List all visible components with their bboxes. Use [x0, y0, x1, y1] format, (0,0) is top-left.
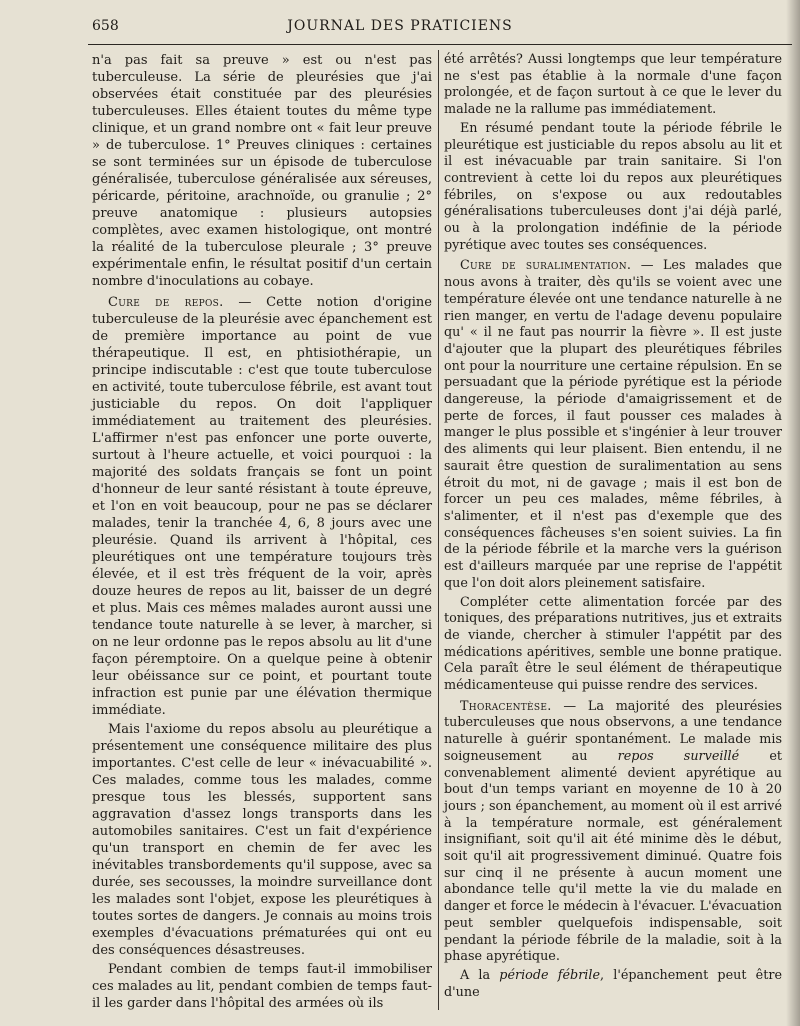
paragraph-text: Compléter cette alimentation forcée par des toniques, des préparations nutritives, jus et extraits de viande, chercher à stimuler l'appétit par des médications apéritives, semble une bonne pratique. Cela paraît être le seul élément de thérapeutique médicamenteuse qui puisse rendre des services. — [444, 594, 782, 694]
section-heading: Cure de suralimentation. — [460, 258, 632, 274]
paragraph-text: et convenablement alimenté devient apyrétique au bout d'un temps variant en moyenne de 10 à 20 jours ; son épanchement, au moment où il est arrivé à la température normale, est généralement insignifiant, soit qu'il ait été minime dès le début, soit qu'il ait progressivement diminué. Quatre fois sur cinq il ne présente à aucun moment une abondance telle qu'il mette la vie du malade en danger et force le médecin à l'évacuer. L'évacuation peut sembler quelquefois indispensable, soit pendant la période fébrile de la maladie, soit à la phase apyrétique. — [444, 748, 782, 965]
section-heading: Thoracentèse. — [460, 698, 552, 714]
paragraph — [444, 968, 782, 1001]
italic-text: période fébrile — [499, 967, 600, 983]
page-header — [0, 10, 800, 40]
running-title: JOURNAL DES PRATICIENS — [287, 18, 513, 34]
paragraph-text: Mais l'axiome du repos absolu au pleurétique a présentement une conséquence militaire des plus importantes. C'est celle de leur « inévacuabilité ». Ces malades, comme tous les malades, comme presque tous les blessés, supportent sans aggravation d'assez longs transports dans les automobiles sanitaires. C'est un fait d'expérience qu'un transport en chemin de fer avec les inévitables transbordements qu'il suppose, avec sa durée, ses secousses, la moindre surveillance dont les malades sont l'objet, expose les pleurétiques à toutes sortes de dangers. Je connais au moins trois exemples d'évacuations prématurées qui ont eu des conséquences désastreuses. — [92, 722, 432, 958]
paragraph — [444, 52, 782, 119]
paragraph-text: n'a pas fait sa preuve » est ou n'est pas tuberculeuse. La série de pleurésies que j'ai observées était constituée par des pleurésies tuberculeuses. Elles étaient toutes du même type clinique, et un grand nombre ont « fait leur preuve » de tuberculose. 1° Preuves cliniques : certaines se sont terminées sur un épisode de tuberculose généralisée, tuberculose généralisée aux séreuses, péricarde, péritoine, arachnoïde, ou granulie ; 2° preuve anatomique : plusieurs autopsies complètes, avec examen histologique, ont montré la réalité de la tuberculose pleurale ; 3° preuve expérimentale enfin, le résultat positif d'un certain nombre d'inoculations au cobaye. — [92, 53, 432, 289]
paragraph — [444, 699, 782, 966]
paragraph-text: — Cette notion d'origine tuberculeuse de la pleurésie avec épanchement est de première importance au point de vue thérapeutique. Il est, en phtisiothérapie, un principe indiscutable : c'est que toute tuberculose en activité, toute tuberculose fébrile, est avant tout justiciable du repos. On doit l'appliquer immédiatement au traitement des pleurésies. L'affirmer n'est pas enfoncer une porte ouverte, surtout à l'heure actuelle, et voici pourquoi : la majorité des soldats français se font un point d'honneur de leur santé résistant à toute épreuve, et l'on en voit beaucoup, pour ne pas se déclarer malades, tenir la tranchée 4, 6, 8 jours avec une pleurésie. Quand ils arrivent à l'hôpital, ces pleurétiques ont une température toujours très élevée, et il est très fréquent de la voir, après douze heures de repos au lit, baisser de un degré et plus. Mais ces mêmes malades auront aussi une tendance toute naturelle à se lever, à marcher, si on ne leur ordonne pas le repos absolu au lit d'une façon péremptoire. On a quelque peine à obtenir leur obéissance sur ce point, et pourtant toute infraction est punie par une élévation thermique immédiate. — [92, 295, 432, 718]
paragraph-text: A la — [460, 967, 500, 983]
section-heading: Cure de repos. — [108, 295, 224, 310]
paragraph — [92, 961, 432, 1012]
right-column — [444, 52, 782, 1003]
paragraph-text: Pendant combien de temps faut-il immobiliser ces malades au lit, pendant combien de temps faut-il les garder dans l'hôpital des armées où ils — [92, 962, 433, 1011]
paragraph-text: — Les malades que nous avons à traiter, dès qu'ils se voient avec une température élevée ont une tendance naturelle à ne rien manger, en vertu de l'adage devenu populaire qu' « il ne faut pas nourrir la fièvre ». Il est juste d'ajouter que la plupart des pleurétiques fébriles ont pour la nourriture une certaine répulsion. En se persuadant que la période pyrétique est la période dangereuse, la période d'amaigrissement et de perte de forces, il faut pousser ces malades à manger le plus possible et s'ingénier à leur trouver des aliments qui leur plaisent. Bien entendu, il ne saurait être question de suralimentation au sens étroit du mot, ni de gavage ; mais il est bon de forcer un peu ces malades, même fébriles, à s'alimenter, et il n'est pas d'exemple que des conséquences fâcheuses s'en soient suivies. La fin de la période fébrile et la marche vers la guérison est d'ailleurs marquée par une reprise de l'appétit que l'on doit alors pleinement satisfaire. — [444, 258, 782, 591]
paragraph — [92, 721, 432, 959]
italic-text: repos surveillé — [617, 748, 740, 764]
paragraph-text: En résumé pendant toute la période fébrile le pleurétique est justiciable du repos absolu au lit et il est inévacuable par train sanitaire. Si l'on contrevient à cette loi du repos aux pleurétiques fébriles, on s'expose ou aux redoutables généralisations tuberculeuses dont j'ai déjà parlé, ou à la prolongation indéfinie de la période pyrétique avec toutes ses conséquences. — [444, 120, 782, 253]
paragraph — [444, 121, 782, 255]
paragraph-text: , l'épanchement peut être d'une — [444, 967, 782, 1000]
scan-shadow-edge — [786, 0, 800, 1026]
paragraph — [444, 258, 782, 592]
paragraph — [444, 595, 782, 695]
column-divider — [438, 50, 439, 1010]
page-number: 658 — [92, 18, 119, 34]
paragraph — [92, 294, 432, 719]
left-column — [92, 52, 432, 1014]
paragraph — [92, 52, 432, 290]
header-rule — [88, 44, 792, 45]
paragraph-text: — La majorité des pleurésies tuberculeuses que nous observons, a une tendance naturelle à guérir spontanément. Le malade mis soigneusement au — [444, 698, 782, 764]
paragraph-text: été arrêtés? Aussi longtemps que leur température ne s'est pas établie à la normale d'une façon prolongée, et de façon surtout à ce que le lever du malade ne la rallume pas immédiatement. — [444, 52, 782, 118]
